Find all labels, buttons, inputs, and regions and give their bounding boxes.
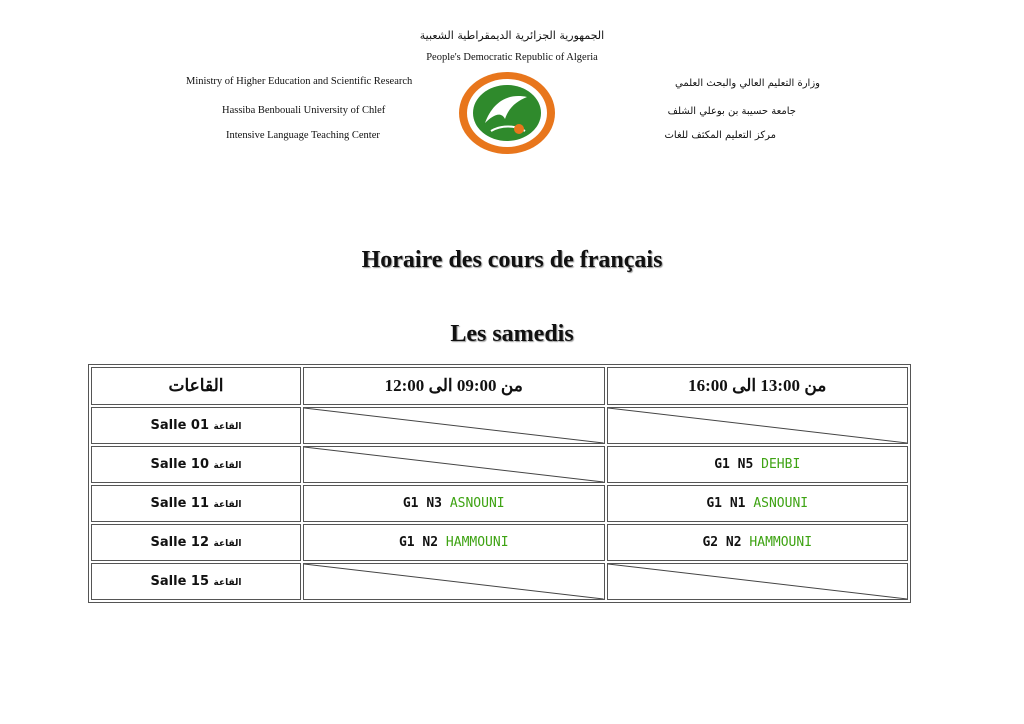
room-cell [91,524,301,561]
header-university-en: Hassiba Benbouali University of Chlef [222,105,386,116]
session-cell [607,446,909,483]
table-row [91,563,908,600]
diagonal-strike-icon [304,564,604,599]
table-row [91,524,908,561]
header-center-en: Intensive Language Teaching Center [226,130,380,141]
room-name: Salle 12 [150,535,209,550]
schedule-table [88,364,911,603]
empty-slot-cell [303,563,605,600]
diagonal-strike-icon [304,408,604,443]
room-cell [91,407,301,444]
table-row [91,485,908,522]
group-label: G1 N1 [706,496,754,511]
teacher-name: ASNOUNI [753,496,809,511]
table-row [91,407,908,444]
header-ministry-en: Ministry of Higher Education and Scientific Research [186,76,413,87]
room-name-ar: القاعة [213,461,242,471]
room-name-ar: القاعة [213,500,242,510]
session-cell [303,524,605,561]
teacher-name: ASNOUNI [449,496,505,511]
empty-slot-cell [607,407,909,444]
table-row [91,446,908,483]
teacher-name: DEHBI [761,457,801,472]
room-name: Salle 11 [150,496,209,511]
header-ministry-ar: وزارة التعليم العالي والبحث العلمي [675,78,820,89]
table-header-row [91,367,908,405]
header-republic-en: People's Democratic Republic of Algeria [426,52,598,63]
group-label: G1 N3 [402,496,450,511]
empty-slot-cell [607,563,909,600]
header-rooms: القاعات [91,367,301,405]
session-cell [607,524,909,561]
room-name: Salle 01 [150,418,209,433]
empty-slot-cell [303,446,605,483]
room-name: Salle 15 [150,574,209,589]
diagonal-strike-icon [608,564,908,599]
session-cell [303,485,605,522]
header-slot-afternoon: من 13:00 الى 16:00 [607,367,909,405]
university-seal-icon [457,71,557,155]
group-label: G2 N2 [702,535,750,550]
room-name-ar: القاعة [213,578,242,588]
room-name-ar: القاعة [213,539,242,549]
header-republic-ar: الجمهورية الجزائرية الديمقراطية الشعبية [419,29,605,42]
group-label: G1 N2 [398,535,446,550]
diagonal-strike-icon [608,408,908,443]
room-name: Salle 10 [150,457,209,472]
header-center-ar: مركز التعليم المكثف للغات [664,130,776,141]
teacher-name: HAMMOUNI [445,535,509,550]
page-title: Horaire des cours de français [361,247,663,273]
day-subtitle: Les samedis [450,321,574,347]
session-cell [607,485,909,522]
room-name-ar: القاعة [213,422,242,432]
room-cell [91,563,301,600]
room-cell [91,446,301,483]
header-slot-morning: من 09:00 الى 12:00 [303,367,605,405]
empty-slot-cell [303,407,605,444]
diagonal-strike-icon [304,447,604,482]
room-cell [91,485,301,522]
header-university-ar: جامعة حسيبة بن بوعلي الشلف [667,106,796,117]
group-label: G1 N5 [714,457,762,472]
teacher-name: HAMMOUNI [749,535,813,550]
